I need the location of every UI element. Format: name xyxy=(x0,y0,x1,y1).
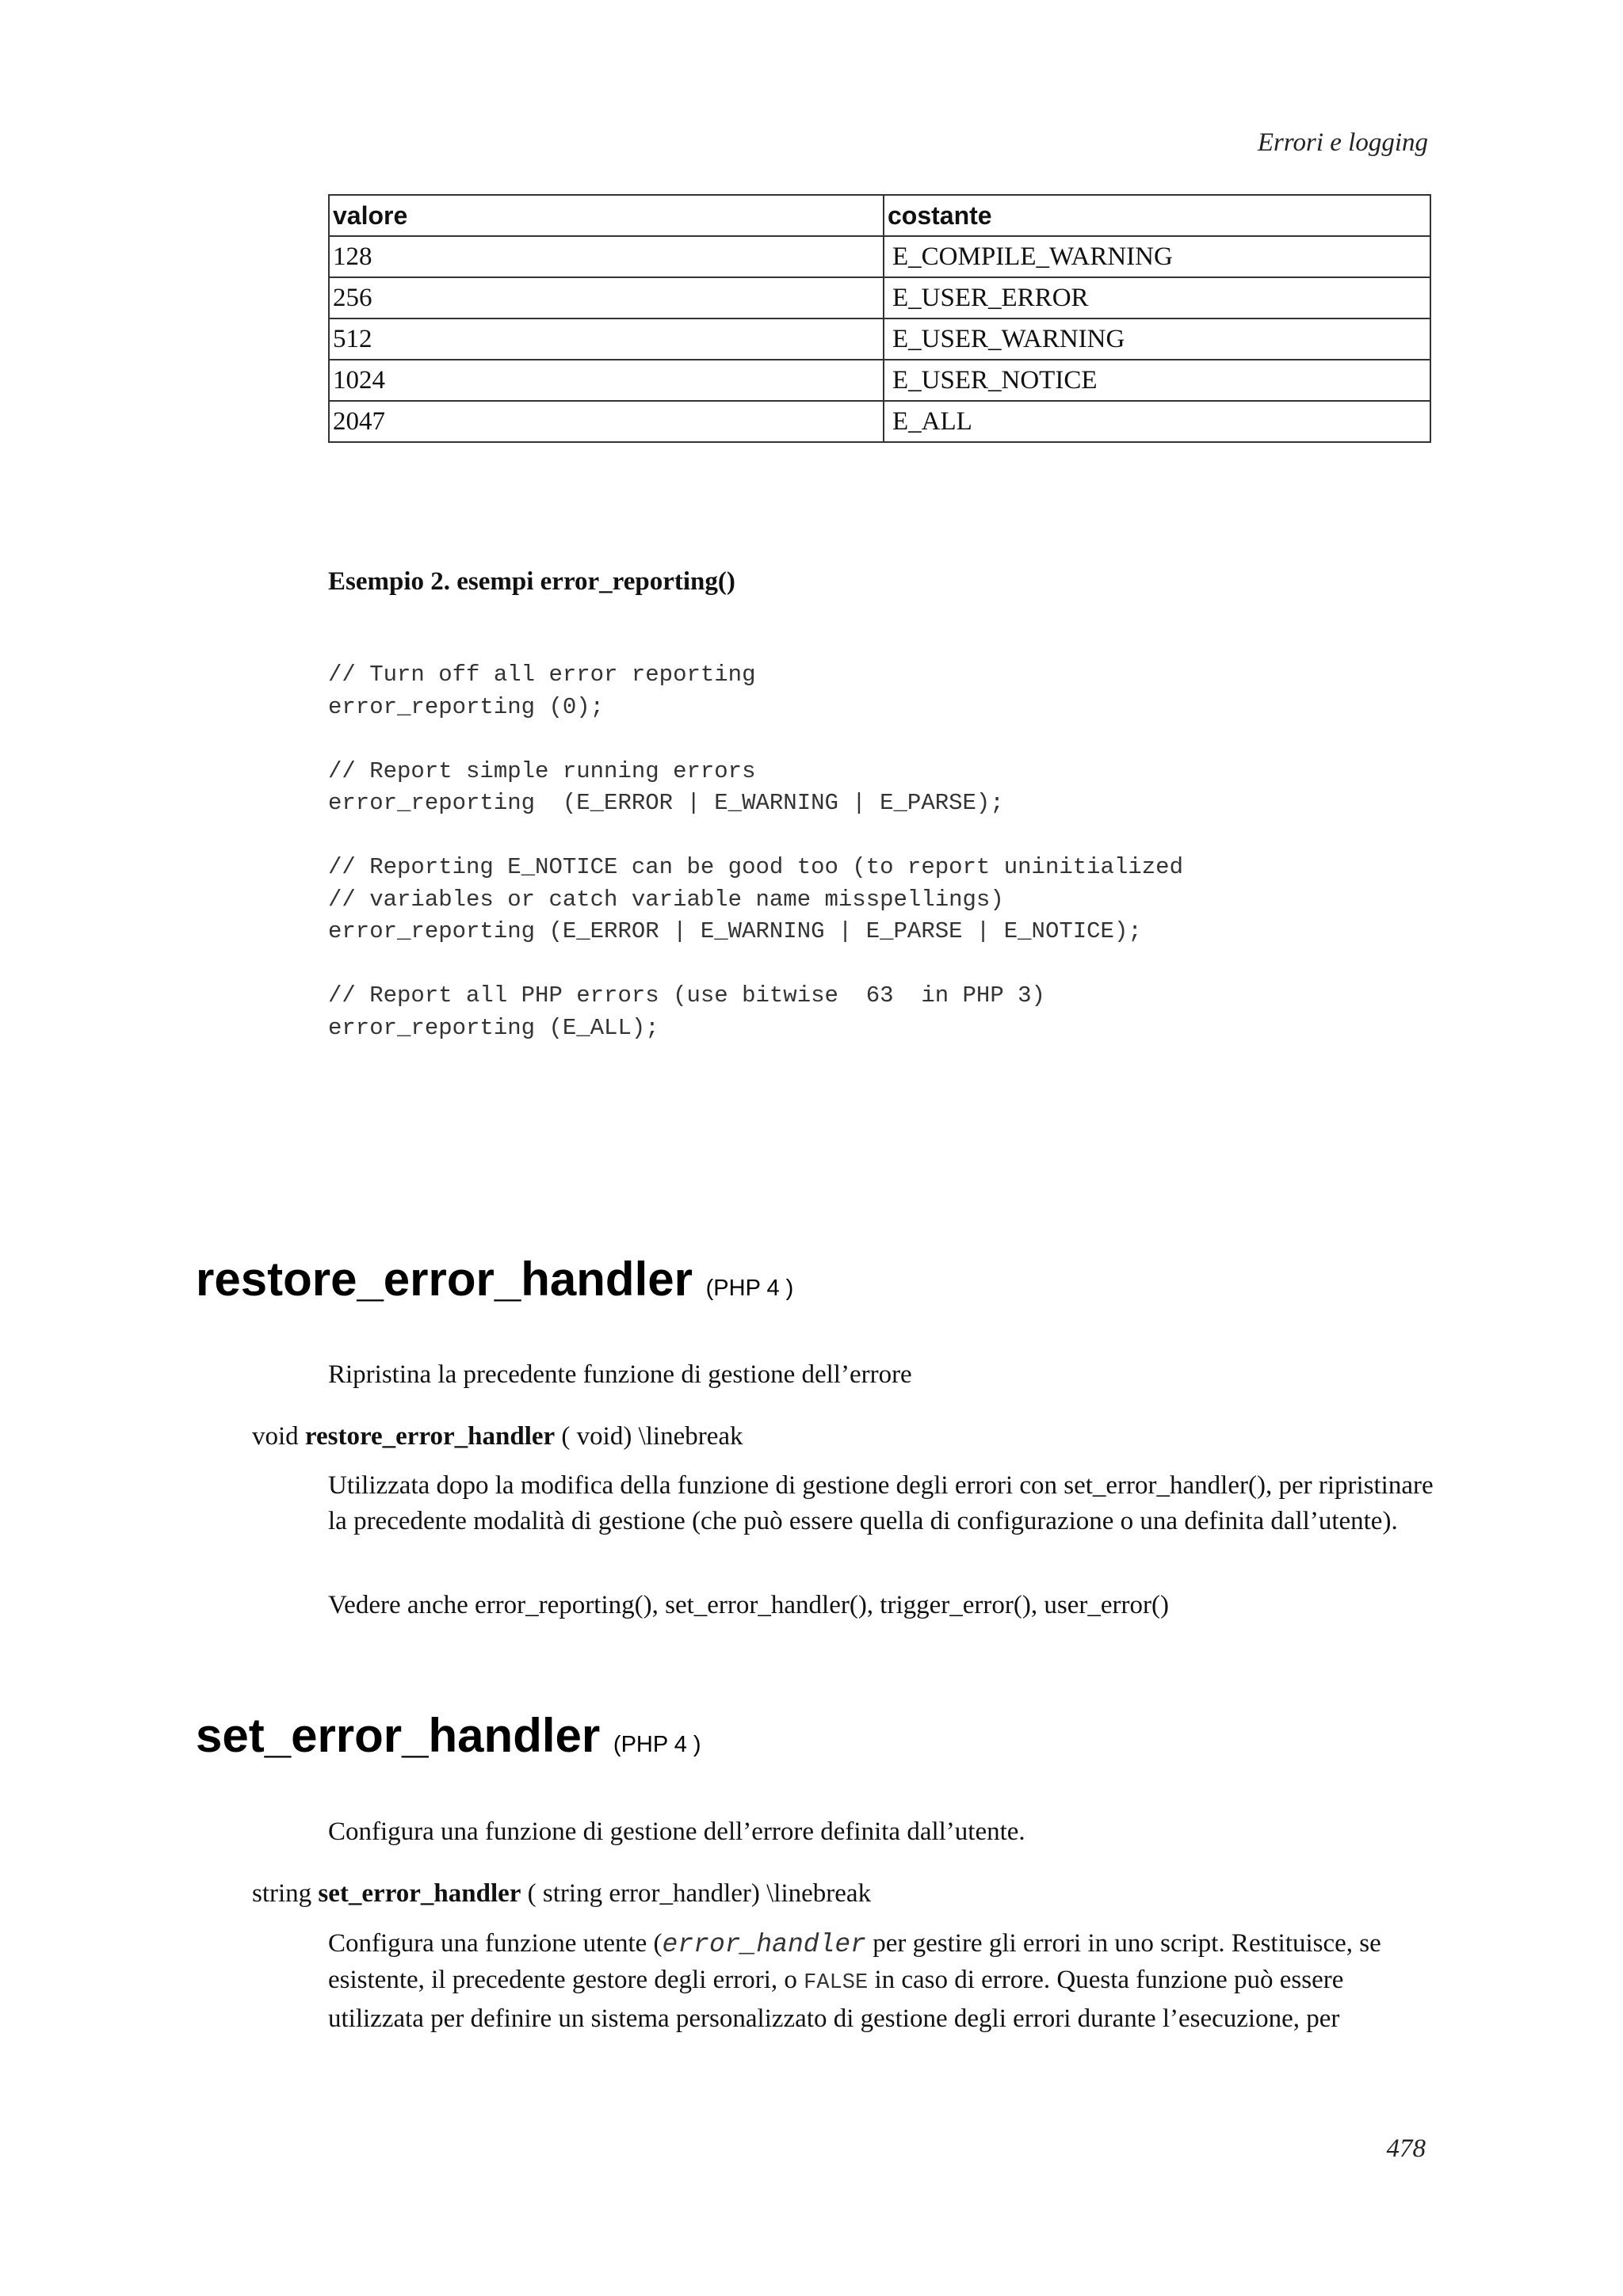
paragraph-text: per gestire gli errori in uno script. Restituisce, se esistente, il precedente gestore degli errori, o xyxy=(328,1929,1381,1994)
running-header: Errori e logging xyxy=(1257,128,1428,157)
php-version: (PHP 4 ) xyxy=(705,1276,794,1301)
table-cell-constant: E_COMPILE_WARNING xyxy=(884,236,1430,277)
table-cell-value: 256 xyxy=(329,277,884,318)
see-also: Vedere anche error_reporting(), set_error_handler(), trigger_error(), user_error() xyxy=(328,1591,1169,1619)
paragraph-text: in caso di errore. Questa funzione può essere utilizzata per definire un sistema personalizzato di gestione degli errori durante l’esecuzione, per xyxy=(328,1966,1344,2033)
table-row xyxy=(329,360,1430,401)
table-row xyxy=(329,277,1430,318)
function-paragraph xyxy=(328,1926,1438,2037)
table-row xyxy=(329,236,1430,277)
synopsis-args: ( string error_handler) \linebreak xyxy=(527,1879,872,1908)
code-example: // Turn off all error reporting error_reporting (0); // Report simple running errors error_reporting (E_ERROR | E_WARNING | E_PARSE); // Reporting E_NOTICE can be good too (to report uninitialized // variables or catch variable name misspellings) error_reporting (E_ERROR | E_WARNING | E_PARSE | E_NOTICE); // Report all PHP errors (use bitwise 63 in PHP 3) error_reporting (E_ALL); xyxy=(328,662,1183,1041)
column-header-constant: costante xyxy=(884,195,1430,236)
parameter-name: error_handler xyxy=(662,1930,866,1959)
table-cell-value: 128 xyxy=(329,236,884,277)
return-type: string xyxy=(252,1879,312,1908)
synopsis-function-name: restore_error_handler xyxy=(304,1422,556,1451)
table-cell-constant: E_USER_ERROR xyxy=(884,277,1430,318)
error-constants-table xyxy=(328,194,1431,443)
return-type: void xyxy=(252,1422,299,1451)
function-title-set-error-handler xyxy=(196,1708,701,1763)
table-cell-value: 2047 xyxy=(329,401,884,442)
function-synopsis xyxy=(252,1879,871,1909)
function-synopsis xyxy=(252,1422,743,1451)
function-name: set_error_handler xyxy=(196,1709,601,1762)
function-paragraph: Utilizzata dopo la modifica della funzione di gestione degli errori con set_error_handler(), per ripristinare la precedente modalità di gestione (che può essere quella di configurazione o una definita dall’utente). xyxy=(328,1471,1434,1535)
table-row xyxy=(329,401,1430,442)
php-version: (PHP 4 ) xyxy=(613,1732,701,1757)
function-description: Configura una funzione di gestione dell’errore definita dall’utente. xyxy=(328,1817,1025,1846)
example-title: Esempio 2. esempi error_reporting() xyxy=(328,567,735,596)
table-cell-value: 512 xyxy=(329,318,884,360)
table-cell-value: 1024 xyxy=(329,360,884,401)
function-title-restore-error-handler xyxy=(196,1252,793,1306)
table-header-row xyxy=(329,195,1430,236)
paragraph-text: Configura una funzione utente ( xyxy=(328,1929,663,1958)
table-cell-constant: E_USER_NOTICE xyxy=(884,360,1430,401)
table-row xyxy=(329,318,1430,360)
function-description: Ripristina la precedente funzione di gestione dell’errore xyxy=(328,1360,912,1389)
table-cell-constant: E_USER_WARNING xyxy=(884,318,1430,360)
function-name: restore_error_handler xyxy=(196,1253,693,1306)
synopsis-args: ( void) \linebreak xyxy=(561,1422,743,1451)
table-cell-constant: E_ALL xyxy=(884,401,1430,442)
constant-name: FALSE xyxy=(804,1971,869,1995)
page-number: 478 xyxy=(1386,2134,1426,2163)
synopsis-function-name: set_error_handler xyxy=(318,1879,521,1908)
column-header-value: valore xyxy=(329,195,884,236)
